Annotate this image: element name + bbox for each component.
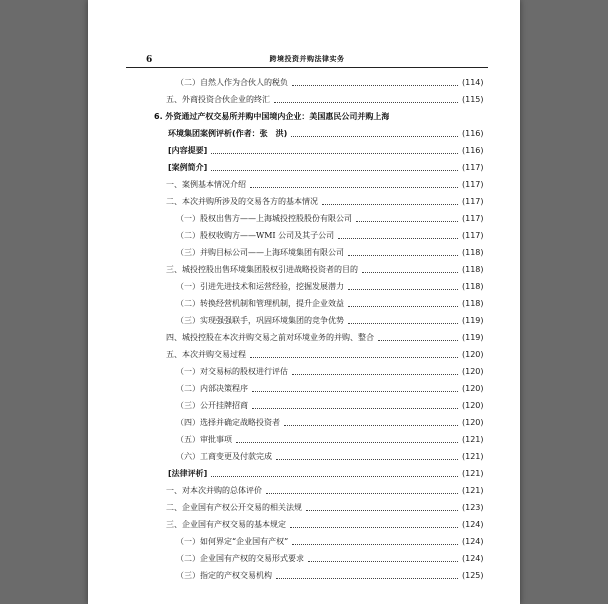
toc-entry-page: (123)	[462, 503, 484, 512]
toc-entry[interactable]	[88, 517, 520, 532]
toc-entry[interactable]	[88, 279, 520, 294]
toc-entry-title: （三）并购目标公司——上海环境集团有限公司	[176, 248, 344, 257]
toc-entry-page: (120)	[462, 367, 484, 376]
toc-entry-page: (118)	[462, 282, 484, 291]
toc-entry[interactable]	[88, 415, 520, 430]
dot-leader	[378, 339, 458, 341]
dot-leader	[292, 373, 458, 375]
toc-section-entry[interactable]	[88, 143, 520, 158]
dot-leader	[393, 118, 486, 119]
toc-entry-title: 一、案例基本情况介绍	[166, 180, 246, 189]
toc-entry[interactable]	[88, 347, 520, 362]
toc-entry-title: [法律评析]	[168, 469, 208, 478]
toc-entry-title: 三、企业国有产权交易的基本规定	[166, 520, 286, 529]
dot-leader	[362, 271, 458, 273]
dot-leader	[356, 220, 458, 222]
toc-entry-page: (124)	[462, 520, 484, 529]
dot-leader	[338, 237, 458, 239]
toc-entry[interactable]	[88, 551, 520, 566]
toc-entry-page: (117)	[462, 163, 484, 172]
toc-entry-title: 五、外商投资合伙企业的终汇	[166, 95, 270, 104]
toc-entry-title: （三）指定的产权交易机构	[176, 571, 272, 580]
dot-leader	[290, 526, 458, 528]
toc-entry-title: 三、城投控股出售环境集团股权引进战略投资者的目的	[166, 265, 358, 274]
toc-entry[interactable]	[88, 296, 520, 311]
toc-entry-page: (117)	[462, 180, 484, 189]
table-of-contents	[88, 0, 520, 604]
dot-leader	[348, 322, 458, 324]
toc-entry-page: (118)	[462, 248, 484, 257]
toc-entry-title: 一、对本次并购的总体评价	[166, 486, 262, 495]
toc-entry-title: （一）对交易标的股权进行评估	[176, 367, 288, 376]
toc-entry-title: （三）实现强强联手，巩固环境集团的竞争优势	[176, 316, 344, 325]
dot-leader	[236, 441, 458, 443]
toc-entry-title: （四）选择并确定战略投资者	[176, 418, 280, 427]
book-title: 跨境投资并购法律实务	[269, 54, 345, 63]
dot-leader	[276, 577, 458, 579]
toc-entry[interactable]	[88, 330, 520, 345]
toc-entry-title: （三）公开挂牌招商	[176, 401, 248, 410]
toc-entry-page: (124)	[462, 537, 484, 546]
toc-entry-page: (119)	[462, 333, 484, 342]
toc-entry-page: (117)	[462, 214, 484, 223]
toc-entry-page: (114)	[462, 78, 484, 87]
dot-leader	[250, 356, 458, 358]
toc-entry-title: （五）审批事项	[176, 435, 232, 444]
toc-entry-page: (116)	[462, 146, 484, 155]
toc-entry-page: (121)	[462, 486, 484, 495]
toc-entry-title: 6. 外资通过产权交易所并购中国境内企业：美国惠民公司并购上海	[154, 112, 390, 121]
dot-leader	[284, 424, 458, 426]
dot-leader	[291, 135, 458, 137]
toc-entry-page: (120)	[462, 384, 484, 393]
dot-leader	[348, 254, 458, 256]
toc-entry-title: 环境集团案例评析(作者：张 洪)	[168, 129, 288, 138]
dot-leader	[308, 560, 458, 562]
toc-entry[interactable]	[88, 449, 520, 464]
toc-entry[interactable]	[88, 177, 520, 192]
toc-entry-title: [内容提要]	[168, 146, 208, 155]
toc-entry-page: (124)	[462, 554, 484, 563]
dot-leader	[211, 152, 458, 154]
dot-leader	[274, 101, 458, 103]
toc-entry-title: 二、本次并购所涉及的交易各方的基本情况	[166, 197, 318, 206]
toc-entry-title: 五、本次并购交易过程	[166, 350, 246, 359]
dot-leader	[252, 407, 458, 409]
toc-entry[interactable]	[88, 313, 520, 328]
toc-entry-title: （二）股权收购方——WMI 公司及其子公司	[176, 231, 335, 240]
toc-entry-page: (116)	[462, 129, 484, 138]
toc-chapter-entry[interactable]	[88, 109, 520, 124]
toc-entry-title: （二）转换经营机制和管理机制，提升企业效益	[176, 299, 344, 308]
toc-entry[interactable]	[88, 194, 520, 209]
toc-entry-page: (120)	[462, 350, 484, 359]
dot-leader	[292, 84, 458, 86]
toc-entry[interactable]	[88, 262, 520, 277]
dot-leader	[250, 186, 458, 188]
toc-entry[interactable]	[88, 245, 520, 260]
toc-entry[interactable]	[88, 228, 520, 243]
toc-entry[interactable]	[88, 483, 520, 498]
toc-entry[interactable]	[88, 432, 520, 447]
toc-entry-page: (121)	[462, 469, 484, 478]
toc-entry-page: (119)	[462, 316, 484, 325]
toc-entry[interactable]	[88, 534, 520, 549]
toc-entry[interactable]	[88, 211, 520, 226]
dot-leader	[211, 169, 458, 171]
dot-leader	[348, 305, 458, 307]
page-number: 6	[146, 55, 153, 65]
dot-leader	[252, 390, 458, 392]
toc-entry-page: (120)	[462, 401, 484, 410]
toc-entry-title: 四、城投控股在本次并购交易之前对环境业务的并购、整合	[166, 333, 374, 342]
toc-entry-title: （二）企业国有产权的交易形式要求	[176, 554, 304, 563]
dot-leader	[322, 203, 458, 205]
toc-entry-page: (117)	[462, 231, 484, 240]
dot-leader	[306, 509, 458, 511]
dot-leader	[348, 288, 458, 290]
toc-section-entry[interactable]	[88, 160, 520, 175]
toc-entry-page: (121)	[462, 435, 484, 444]
toc-entry[interactable]	[88, 398, 520, 413]
toc-entry-page: (117)	[462, 197, 484, 206]
dot-leader	[211, 475, 458, 477]
toc-entry-page: (120)	[462, 418, 484, 427]
toc-entry-page: (115)	[462, 95, 484, 104]
dot-leader	[276, 458, 458, 460]
toc-entry[interactable]	[88, 92, 520, 107]
toc-entry-page: (125)	[462, 571, 484, 580]
dot-leader	[266, 492, 458, 494]
document-page	[88, 0, 520, 604]
toc-section-entry[interactable]	[88, 466, 520, 481]
toc-entry-title: （二）内部决策程序	[176, 384, 248, 393]
toc-entry[interactable]	[88, 364, 520, 379]
toc-entry-title: （六）工商变更及付款完成	[176, 452, 272, 461]
toc-entry[interactable]	[88, 75, 520, 90]
toc-entry-title: 二、企业国有产权公开交易的相关法规	[166, 503, 302, 512]
toc-entry-title: [案例简介]	[168, 163, 208, 172]
toc-entry-title: （一）如何界定“企业国有产权”	[176, 537, 289, 546]
toc-chapter-entry[interactable]	[88, 126, 520, 141]
toc-entry[interactable]	[88, 568, 520, 583]
toc-entry-title: （一）引进先进技术和运营经验，挖掘发展潜力	[176, 282, 344, 291]
toc-entry[interactable]	[88, 381, 520, 396]
toc-entry[interactable]	[88, 500, 520, 515]
dot-leader	[292, 543, 458, 545]
toc-entry-page: (121)	[462, 452, 484, 461]
toc-entry-title: （一）股权出售方——上海城投控股股份有限公司	[176, 214, 352, 223]
toc-entry-page: (118)	[462, 299, 484, 308]
toc-entry-page: (118)	[462, 265, 484, 274]
toc-entry-title: （二）自然人作为合伙人的税负	[176, 78, 288, 87]
